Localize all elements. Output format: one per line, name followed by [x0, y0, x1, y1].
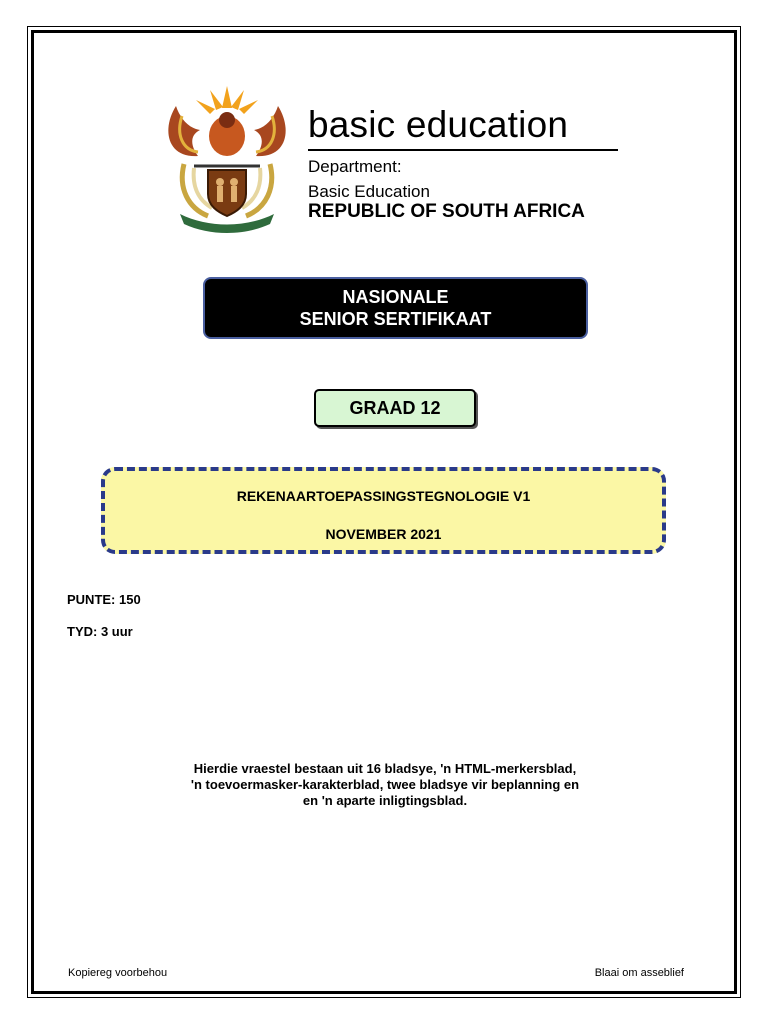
brand-block — [308, 104, 618, 223]
time-label: TYD: 3 uur — [67, 624, 133, 639]
subject-box — [101, 467, 666, 554]
marks-label: PUNTE: 150 — [67, 592, 141, 607]
country-name: REPUBLIC OF SOUTH AFRICA — [308, 201, 585, 222]
certificate-title-line2: SENIOR SERTIFIKAAT — [299, 309, 492, 329]
department-label: Department: — [308, 157, 402, 176]
grade-badge: GRAAD 12 — [314, 389, 476, 427]
certificate-title-line1: NASIONALE — [342, 287, 449, 307]
coat-of-arms-icon — [158, 78, 296, 234]
footer-turn-over: Blaai om asseblief — [594, 967, 684, 979]
brand-name: basic education — [308, 104, 618, 151]
exam-date: NOVEMBER 2021 — [325, 526, 442, 542]
paper-description-line3: en 'n aparte inligtingsblad. — [302, 793, 468, 808]
paper-description — [120, 761, 650, 809]
department-name: Basic Education — [308, 182, 430, 201]
paper-description-line1: Hierdie vraestel bestaan uit 16 bladsye, 'n HTML-merkersblad, — [193, 761, 577, 776]
certificate-title-box — [203, 277, 588, 339]
subject-name: REKENAARTOEPASSINGSTEGNOLOGIE V1 — [236, 488, 531, 504]
paper-description-line2: 'n toevoermasker-karakterblad, twee bladsye vir beplanning en — [190, 777, 580, 792]
footer-copyright: Kopiereg voorbehou — [68, 967, 168, 979]
